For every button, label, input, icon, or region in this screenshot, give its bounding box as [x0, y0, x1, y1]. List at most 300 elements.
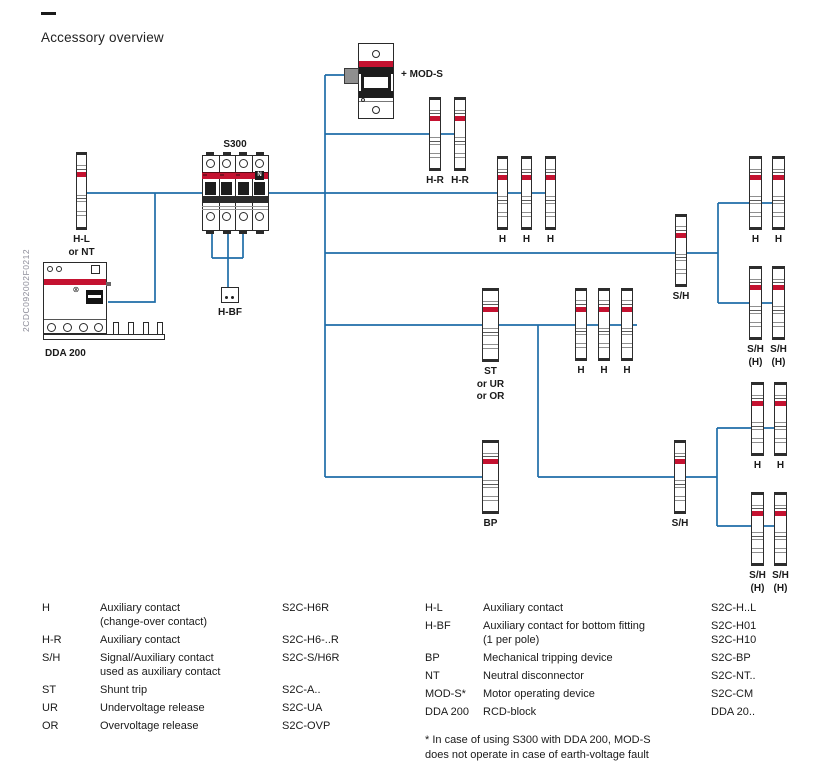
device-label-h-r-1: H-R — [426, 175, 444, 186]
legend-abbr: UR — [42, 702, 58, 714]
strip-mark — [455, 153, 465, 154]
strip-red-band — [546, 175, 555, 180]
terminal-screw-icon — [239, 212, 248, 221]
strip-mark — [676, 260, 686, 261]
legend-desc: Auxiliary contact — [100, 634, 181, 646]
strip-mark — [77, 198, 86, 199]
terminal-screw-icon — [239, 159, 248, 168]
device-label-shh-lr-2: S/H (H) — [772, 570, 789, 594]
breaker-line — [202, 206, 268, 207]
strip-mark — [750, 306, 761, 307]
legend-abbr: H-L — [425, 602, 443, 614]
rcd-pin — [143, 322, 149, 335]
strip-mark — [676, 273, 686, 274]
device-label-h-top-1: H — [498, 234, 507, 245]
strip-mark — [773, 310, 784, 311]
legend-type: S2C-NT.. — [711, 670, 756, 682]
strip-mark — [483, 304, 498, 305]
device-h-lr-2 — [774, 382, 787, 456]
strip-mark — [622, 304, 632, 305]
strip-mark — [483, 496, 498, 497]
strip-mark — [676, 230, 686, 231]
strip-mark — [522, 200, 531, 201]
terminal-screw-icon — [255, 159, 264, 168]
device-label-h-r-2: H-R — [451, 175, 469, 186]
device-label-h-mid-2: H — [600, 365, 608, 376]
strip-mark — [430, 141, 440, 142]
strip-mark — [483, 456, 498, 457]
screw-icon — [47, 266, 53, 272]
pole-bottom-tab — [256, 231, 264, 234]
strip-mark — [773, 212, 784, 213]
legend-abbr: BP — [425, 652, 440, 664]
pole-top-tab — [239, 152, 247, 155]
device-h-mid-3 — [621, 288, 633, 361]
strip-red-band — [675, 459, 685, 464]
strip-mark — [576, 347, 586, 348]
terminal-screw-icon — [47, 323, 56, 332]
strip-mark — [430, 137, 440, 138]
strip-mark — [599, 300, 609, 301]
legend-desc: Neutral disconnector — [483, 670, 584, 682]
strip-red-band — [522, 175, 531, 180]
device-label-h-ur-1: H — [751, 234, 760, 245]
strip-red-band — [622, 307, 632, 312]
breaker-line — [202, 209, 268, 210]
screw-icon — [56, 266, 62, 272]
legend-type: S2C-S/H6R — [282, 652, 340, 664]
strip-mark — [773, 279, 784, 280]
strip-red-band — [483, 307, 498, 312]
contact-dot-icon — [225, 296, 228, 299]
strip-mark — [522, 216, 531, 217]
strip-mark — [77, 169, 86, 170]
legend-type: S2C-H..L — [711, 602, 757, 614]
strip-mark — [775, 536, 786, 537]
strip-mark — [498, 203, 507, 204]
legend-abbr: H-R — [42, 634, 62, 646]
strip-mark — [676, 226, 686, 227]
device-h-top-3 — [545, 156, 556, 230]
strip-mark — [576, 343, 586, 344]
device-shh-lr-2 — [774, 492, 787, 566]
legend-desc: Overvoltage release — [100, 720, 199, 732]
strip-mark — [77, 211, 86, 212]
device-sh-upper — [675, 214, 687, 287]
strip-mark — [522, 203, 531, 204]
strip-mark — [622, 300, 632, 301]
strip-mark — [483, 328, 498, 329]
legend-desc: Shunt trip — [100, 684, 148, 696]
legend-abbr: ST — [42, 684, 57, 696]
strip-mark — [522, 169, 531, 170]
strip-mark — [773, 216, 784, 217]
legend-type: S2C-A.. — [282, 684, 321, 696]
legend-desc: Mechanical tripping device — [483, 652, 613, 664]
strip-mark — [430, 153, 440, 154]
mod-dark-band — [359, 91, 393, 98]
strip-red-band — [483, 459, 498, 464]
strip-mark — [775, 505, 786, 506]
rcd-window — [91, 265, 100, 274]
legend-type: S2C-UA — [282, 702, 323, 714]
legend-abbr: H — [42, 602, 50, 614]
band-mark — [236, 174, 240, 176]
strip-mark — [773, 200, 784, 201]
legend-type: S2C-H6-..R — [282, 634, 339, 646]
strip-mark — [483, 480, 498, 481]
strip-mark — [498, 172, 507, 173]
strip-mark — [546, 200, 555, 201]
breaker-dark-band — [202, 196, 268, 203]
strip-mark — [622, 347, 632, 348]
strip-mark — [752, 395, 763, 396]
strip-mark — [483, 484, 498, 485]
device-label-h-top-3: H — [546, 234, 555, 245]
terminal-screw-icon — [63, 323, 72, 332]
strip-red-band — [455, 116, 465, 121]
strip-mark — [430, 144, 440, 145]
strip-red-band — [676, 233, 686, 238]
terminal-screw-icon — [222, 159, 231, 168]
strip-mark — [576, 331, 586, 332]
device-shh-ur-1 — [749, 266, 762, 340]
device-h-top-1 — [497, 156, 508, 230]
strip-red-band — [576, 307, 586, 312]
strip-mark — [775, 552, 786, 553]
strip-mark — [675, 500, 685, 501]
terminal-screw-icon — [94, 323, 103, 332]
strip-mark — [775, 438, 786, 439]
strip-red-band — [430, 116, 440, 121]
legend-desc: Auxiliary contact (change-over contact) — [100, 602, 207, 628]
strip-mark — [599, 343, 609, 344]
strip-mark — [750, 279, 761, 280]
legend-abbr: MOD-S* — [425, 688, 466, 700]
device-h-bf — [221, 287, 239, 303]
strip-mark — [750, 196, 761, 197]
terminal-screw-icon — [222, 212, 231, 221]
screw-icon — [372, 106, 380, 114]
strip-mark — [430, 113, 440, 114]
device-h-lr-1 — [751, 382, 764, 456]
strip-mark — [750, 212, 761, 213]
strip-mark — [77, 195, 86, 196]
legend-abbr: OR — [42, 720, 59, 732]
strip-mark — [773, 326, 784, 327]
neutral-marker: N — [255, 171, 264, 180]
strip-mark — [676, 254, 686, 255]
strip-mark — [483, 487, 498, 488]
device-label-sh-upper: S/H — [672, 291, 690, 302]
strip-red-band — [775, 401, 786, 406]
terminal-screw-icon — [255, 212, 264, 221]
strip-mark — [576, 328, 586, 329]
strip-red-band — [750, 175, 761, 180]
image-code-vertical: 2CDC092002F0212 — [21, 248, 31, 332]
strip-mark — [775, 442, 786, 443]
strip-mark — [752, 426, 763, 427]
device-h-r-2 — [454, 97, 466, 171]
device-label-bp: BP — [483, 518, 498, 529]
strip-mark — [775, 548, 786, 549]
strip-mark — [773, 169, 784, 170]
device-sh-lower — [674, 440, 686, 514]
test-button-icon: ⊗ — [72, 285, 80, 294]
strip-mark — [599, 328, 609, 329]
strip-mark — [775, 508, 786, 509]
strip-mark — [752, 552, 763, 553]
strip-mark — [455, 141, 465, 142]
strip-mark — [752, 422, 763, 423]
strip-red-band — [498, 175, 507, 180]
device-label-st: ST or UR or OR — [476, 366, 505, 402]
strip-mark — [430, 157, 440, 158]
strip-mark — [775, 422, 786, 423]
strip-mark — [522, 172, 531, 173]
strip-mark — [455, 144, 465, 145]
device-st — [482, 288, 499, 362]
strip-mark — [455, 110, 465, 111]
strip-mark — [546, 172, 555, 173]
legend-type: S2C-CM — [711, 688, 754, 700]
strip-mark — [77, 201, 86, 202]
strip-mark — [546, 203, 555, 204]
strip-mark — [773, 203, 784, 204]
strip-mark — [750, 200, 761, 201]
strip-red-band — [77, 172, 86, 177]
strip-mark — [750, 216, 761, 217]
legend-right-column — [425, 601, 802, 719]
terminal-screw-icon — [206, 212, 215, 221]
mod-dark-band — [359, 67, 393, 74]
strip-mark — [483, 348, 498, 349]
strip-mark — [750, 282, 761, 283]
rcd-tab — [106, 282, 111, 286]
strip-mark — [455, 113, 465, 114]
strip-mark — [675, 487, 685, 488]
legend-type: S2C-H01 S2C-H10 — [711, 620, 757, 646]
pole-bottom-tab — [206, 231, 214, 234]
strip-mark — [77, 165, 86, 166]
strip-mark — [775, 539, 786, 540]
rcd-pin — [157, 322, 163, 335]
strip-mark — [752, 532, 763, 533]
legend-abbr: H-BF — [425, 620, 451, 632]
band-mark — [203, 174, 207, 176]
device-h-mid-1 — [575, 288, 587, 361]
device-label-h-mid-3: H — [623, 365, 631, 376]
strip-mark — [483, 344, 498, 345]
strip-mark — [622, 331, 632, 332]
strip-mark — [775, 395, 786, 396]
band-mark — [220, 174, 224, 176]
strip-mark — [622, 328, 632, 329]
strip-mark — [752, 429, 763, 430]
device-s300 — [202, 155, 268, 231]
strip-mark — [675, 484, 685, 485]
device-label-shh-lr-1: S/H (H) — [749, 570, 766, 594]
strip-mark — [546, 169, 555, 170]
legend-desc: Motor operating device — [483, 688, 595, 700]
strip-red-band — [773, 285, 784, 290]
breaker-toggle — [254, 182, 265, 195]
strip-mark — [483, 453, 498, 454]
device-h-mid-2 — [598, 288, 610, 361]
strip-mark — [752, 508, 763, 509]
legend-type: S2C-H6R — [282, 602, 330, 614]
terminal-screw-icon — [206, 159, 215, 168]
strip-mark — [576, 300, 586, 301]
rcd-line — [44, 319, 106, 320]
breaker-toggle — [221, 182, 232, 195]
legend-desc: Undervoltage release — [100, 702, 205, 714]
strip-mark — [750, 322, 761, 323]
strip-mark — [752, 536, 763, 537]
device-label-sh-lower: S/H — [671, 518, 689, 529]
strip-mark — [77, 215, 86, 216]
strip-mark — [522, 212, 531, 213]
rcd-pin — [113, 322, 119, 335]
device-label-h-ur-2: H — [774, 234, 783, 245]
strip-mark — [599, 331, 609, 332]
latch-icon — [361, 98, 365, 102]
strip-mark — [675, 480, 685, 481]
pole-bottom-tab — [239, 231, 247, 234]
pole-top-tab — [223, 152, 231, 155]
strip-mark — [773, 282, 784, 283]
strip-mark — [775, 398, 786, 399]
device-label-h-lr-2: H — [776, 460, 785, 471]
strip-mark — [576, 334, 586, 335]
strip-mark — [483, 332, 498, 333]
strip-mark — [546, 212, 555, 213]
mod-side-knob — [344, 68, 359, 84]
device-label-shh-ur-1: S/H (H) — [747, 344, 764, 368]
terminal-screw-icon — [79, 323, 88, 332]
strip-red-band — [599, 307, 609, 312]
device-label-s300: S300 — [223, 139, 247, 150]
device-h-r-1 — [429, 97, 441, 171]
strip-mark — [498, 169, 507, 170]
device-label-mod-s: + MOD-S — [401, 69, 443, 80]
strip-mark — [675, 456, 685, 457]
legend-type: S2C-BP — [711, 652, 751, 664]
breaker-toggle — [238, 182, 249, 195]
legend-abbr: NT — [425, 670, 440, 682]
device-label-h-lr-1: H — [753, 460, 762, 471]
strip-mark — [750, 310, 761, 311]
strip-mark — [483, 301, 498, 302]
contact-dot-icon — [231, 296, 234, 299]
legend-desc: Signal/Auxiliary contact used as auxiliary contact — [100, 652, 221, 678]
strip-mark — [676, 269, 686, 270]
strip-mark — [752, 548, 763, 549]
breaker-toggle — [205, 182, 216, 195]
strip-mark — [546, 196, 555, 197]
strip-mark — [773, 196, 784, 197]
device-label-h-l: H-L or NT — [68, 234, 95, 258]
strip-mark — [498, 196, 507, 197]
strip-mark — [498, 216, 507, 217]
strip-mark — [676, 257, 686, 258]
strip-mark — [430, 110, 440, 111]
pole-bottom-tab — [223, 231, 231, 234]
rcd-pin — [128, 322, 134, 335]
strip-mark — [622, 343, 632, 344]
strip-mark — [483, 335, 498, 336]
strip-mark — [675, 453, 685, 454]
page-title: Accessory overview — [41, 30, 164, 45]
strip-red-band — [750, 285, 761, 290]
strip-mark — [750, 169, 761, 170]
strip-mark — [752, 438, 763, 439]
strip-mark — [750, 313, 761, 314]
strip-mark — [522, 196, 531, 197]
strip-red-band — [775, 511, 786, 516]
legend-desc: Auxiliary contact for bottom fitting (1 per pole) — [483, 620, 646, 646]
device-shh-ur-2 — [772, 266, 785, 340]
device-h-top-2 — [521, 156, 532, 230]
strip-mark — [773, 313, 784, 314]
strip-red-band — [752, 511, 763, 516]
strip-mark — [546, 216, 555, 217]
device-label-h-bf: H-BF — [218, 307, 242, 318]
legend-footnote: * In case of using S300 with DDA 200, MOD-S does not operate in case of earth-voltage fault — [425, 734, 651, 761]
pole-top-tab — [256, 152, 264, 155]
legend-abbr: S/H — [42, 652, 61, 664]
device-dda-200 — [43, 262, 165, 340]
device-h-ur-1 — [749, 156, 762, 230]
strip-mark — [752, 442, 763, 443]
rcd-knob — [86, 290, 103, 304]
strip-mark — [773, 172, 784, 173]
strip-mark — [775, 426, 786, 427]
device-shh-lr-1 — [751, 492, 764, 566]
device-mod-s — [358, 43, 394, 119]
strip-red-band — [773, 175, 784, 180]
strip-mark — [576, 304, 586, 305]
legend-abbr: DDA 200 — [425, 706, 470, 718]
device-label-dda-200: DDA 200 — [45, 348, 86, 359]
device-label-shh-ur-2: S/H (H) — [770, 344, 787, 368]
legend-type: S2C-OVP — [282, 720, 331, 732]
mod-window — [361, 74, 391, 91]
strip-mark — [622, 334, 632, 335]
rcd-knob-slot — [88, 295, 101, 298]
strip-mark — [455, 137, 465, 138]
strip-mark — [599, 347, 609, 348]
strip-mark — [750, 203, 761, 204]
strip-mark — [750, 172, 761, 173]
strip-mark — [498, 212, 507, 213]
strip-mark — [675, 496, 685, 497]
strip-mark — [599, 334, 609, 335]
device-label-h-top-2: H — [522, 234, 531, 245]
legend-left-column — [42, 601, 414, 733]
strip-mark — [775, 532, 786, 533]
screw-icon — [372, 50, 380, 58]
device-h-l — [76, 152, 87, 230]
pole-top-tab — [206, 152, 214, 155]
device-label-h-mid-1: H — [577, 365, 585, 376]
strip-mark — [775, 429, 786, 430]
strip-mark — [773, 322, 784, 323]
legend-desc: Auxiliary contact — [483, 602, 564, 614]
strip-mark — [498, 200, 507, 201]
strip-mark — [599, 304, 609, 305]
strip-red-band — [752, 401, 763, 406]
